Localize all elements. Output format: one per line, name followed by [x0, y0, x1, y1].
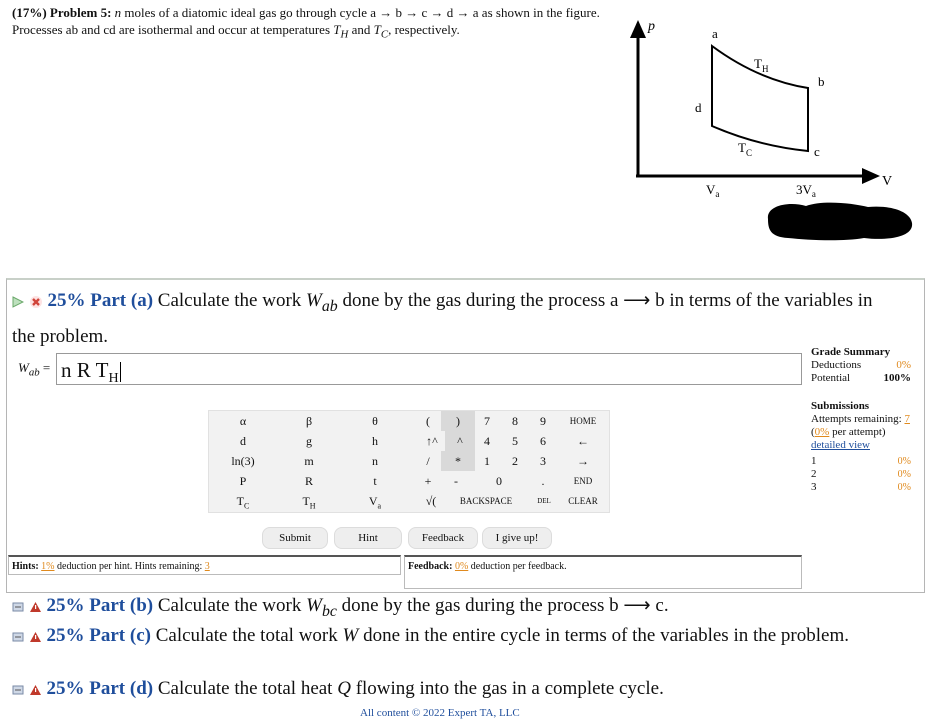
- key-clear[interactable]: CLEAR: [568, 496, 598, 506]
- part-a-var-w: W: [306, 290, 322, 311]
- submission-row: 3 0%: [811, 481, 911, 493]
- deductions-value: 0%: [896, 359, 911, 371]
- tc-label: $T_C$: [738, 140, 752, 158]
- key-9[interactable]: 9: [540, 414, 546, 428]
- text-caret: [120, 362, 121, 382]
- collapsed-box-icon: [12, 684, 24, 696]
- v-axis-label: V: [882, 174, 893, 189]
- key-m[interactable]: m: [304, 454, 314, 468]
- key-plus[interactable]: +: [424, 474, 432, 488]
- key-backspace[interactable]: BACKSPACE: [459, 496, 513, 506]
- var-n: n: [114, 5, 122, 20]
- redaction-mark: [760, 197, 915, 243]
- detailed-view-link[interactable]: detailed view: [811, 439, 870, 451]
- va-label: $V_a$: [706, 182, 720, 198]
- attempts-remaining: 7: [904, 413, 910, 425]
- key-4[interactable]: 4: [484, 434, 490, 448]
- key-del[interactable]: DEL: [537, 497, 551, 505]
- hints-bar: Hints: 1% deduction per hint. Hints remaining: 3: [8, 555, 401, 575]
- var-th: T: [333, 22, 341, 37]
- footer-copyright: All content © 2022 Expert TA, LLC: [360, 707, 520, 719]
- key-lparen[interactable]: (: [426, 414, 430, 428]
- key-multiply[interactable]: *: [441, 451, 475, 471]
- key-n[interactable]: n: [372, 454, 378, 468]
- key-home[interactable]: HOME: [569, 416, 597, 426]
- hint-button[interactable]: Hint: [334, 527, 402, 549]
- answer-input[interactable]: [56, 353, 802, 385]
- key-theta[interactable]: θ: [372, 414, 378, 428]
- part-d-percent: 25% Part (d): [46, 678, 154, 699]
- submissions-title: Submissions: [811, 400, 870, 412]
- warning-triangle-icon: [29, 631, 42, 643]
- three-va-label: $3V_a$: [796, 182, 816, 198]
- th-label: $T_H$: [754, 56, 769, 74]
- pv-diagram: [618, 8, 908, 198]
- grade-summary-title: Grade Summary: [811, 346, 891, 358]
- part-a-title: [12, 286, 892, 352]
- point-c-label: c: [814, 144, 820, 159]
- key-8[interactable]: 8: [512, 414, 518, 428]
- per-attempt-pct: 0%: [814, 426, 830, 438]
- submission-row: 1 0%: [811, 455, 911, 467]
- key-r[interactable]: R: [304, 474, 313, 488]
- deductions-label: Deductions: [811, 359, 862, 371]
- key-power[interactable]: ↑^: [426, 434, 438, 448]
- var-tc-sub: C: [380, 28, 389, 41]
- key-right-arrow[interactable]: →: [577, 454, 589, 468]
- submission-row: 2 0%: [811, 468, 911, 480]
- play-triangle-icon[interactable]: [12, 296, 24, 308]
- hints-pct: 1%: [41, 561, 55, 572]
- key-3[interactable]: 3: [540, 454, 546, 468]
- part-a-var-w-sub: ab: [321, 297, 338, 315]
- collapsed-box-icon: [12, 631, 24, 643]
- feedback-pct: 0%: [454, 561, 469, 572]
- key-rparen[interactable]: ): [441, 411, 475, 431]
- problem-end: , respectively.: [388, 22, 460, 37]
- part-b-title[interactable]: 25% Part (b) Calculate the work $W_{bc}$ done by the gas during the process b ⟶ c.: [12, 592, 912, 626]
- part-d-title[interactable]: 25% Part (d) Calculate the total heat Q flowing into the gas in a complete cycle.: [12, 675, 912, 703]
- warning-triangle-icon: [29, 601, 42, 613]
- part-c-title[interactable]: 25% Part (c) Calculate the total work W done in the entire cycle in terms of the variables in the problem.: [12, 622, 912, 650]
- key-h[interactable]: h: [372, 434, 378, 448]
- submit-button[interactable]: Submit: [262, 527, 328, 549]
- p-axis-arrow-icon: [630, 20, 646, 38]
- part-a-percent: 25% Part (a): [47, 290, 154, 311]
- collapsed-box-icon: [12, 601, 24, 613]
- potential-label: Potential: [811, 372, 851, 384]
- warning-triangle-icon: [29, 684, 42, 696]
- part-b-percent: 25% Part (b): [46, 595, 154, 616]
- attempts-label: Attempts remaining:: [811, 413, 905, 425]
- key-beta[interactable]: β: [305, 414, 313, 428]
- key-d[interactable]: d: [240, 434, 246, 448]
- symbol-keypad: [208, 410, 610, 513]
- answer-value: n R T: [61, 358, 109, 382]
- var-th-sub: H: [340, 28, 349, 41]
- grade-summary: Grade Summary Deductions 0% Potential 100% Submissions Attempts remaining: 7 (0% per attempt) detailed view 1 0% 2 0% 3 0%: [811, 346, 911, 493]
- key-va[interactable]: $V_a$: [368, 494, 382, 511]
- key-minus[interactable]: -: [454, 474, 458, 488]
- key-p[interactable]: P: [239, 474, 247, 488]
- key-t[interactable]: t: [373, 474, 377, 488]
- point-d-label: d: [695, 100, 702, 115]
- error-x-icon: [29, 295, 43, 309]
- potential-value: 100%: [883, 372, 911, 384]
- give-up-button[interactable]: I give up!: [482, 527, 552, 549]
- key-tc[interactable]: $T_C$: [236, 494, 250, 511]
- key-0[interactable]: 0: [496, 474, 502, 488]
- key-1[interactable]: 1: [484, 454, 490, 468]
- key-dot[interactable]: .: [541, 474, 545, 488]
- problem-and: and: [348, 22, 374, 37]
- key-end[interactable]: END: [573, 476, 593, 486]
- answer-label: $W_{ab}$ =: [18, 360, 51, 379]
- feedback-button[interactable]: Feedback: [408, 527, 478, 549]
- problem-text: moles of a diatomic ideal gas go through cycle a → b → c → d → a as shown in the figure. Processes ab and cd are isothermal and occur at temperatures: [12, 5, 600, 37]
- key-divide[interactable]: /: [426, 454, 430, 468]
- var-tc: T: [373, 22, 381, 37]
- part-a-text-1: Calculate the work: [153, 290, 307, 311]
- key-th[interactable]: $T_H$: [302, 494, 316, 511]
- key-sqrt[interactable]: √(: [425, 494, 437, 508]
- feedback-bar: Feedback: 0% deduction per feedback.: [404, 555, 802, 589]
- point-b-label: b: [818, 74, 825, 89]
- v-axis-arrow-icon: [862, 168, 880, 184]
- key-alpha[interactable]: α: [239, 414, 247, 428]
- key-ln3[interactable]: ln(3): [231, 454, 255, 468]
- key-7[interactable]: 7: [484, 414, 490, 428]
- part-c-percent: 25% Part (c): [46, 625, 151, 646]
- point-a-label: a: [712, 26, 718, 41]
- problem-heading: (17%) Problem 5:: [12, 5, 112, 20]
- problem-statement: [12, 4, 612, 44]
- key-g[interactable]: g: [306, 434, 312, 448]
- p-axis-label: p: [648, 19, 655, 34]
- key-2[interactable]: 2: [512, 454, 518, 468]
- answer-value-sub: H: [108, 371, 119, 387]
- key-left-arrow[interactable]: ←: [577, 434, 589, 448]
- hints-remaining: 3: [204, 561, 210, 572]
- part-a-text-2: done by the gas during the process a ⟶ b in terms of the variables in the problem.: [12, 290, 873, 347]
- key-5[interactable]: 5: [512, 434, 518, 448]
- key-6[interactable]: 6: [540, 434, 546, 448]
- key-hat[interactable]: ^: [445, 431, 475, 451]
